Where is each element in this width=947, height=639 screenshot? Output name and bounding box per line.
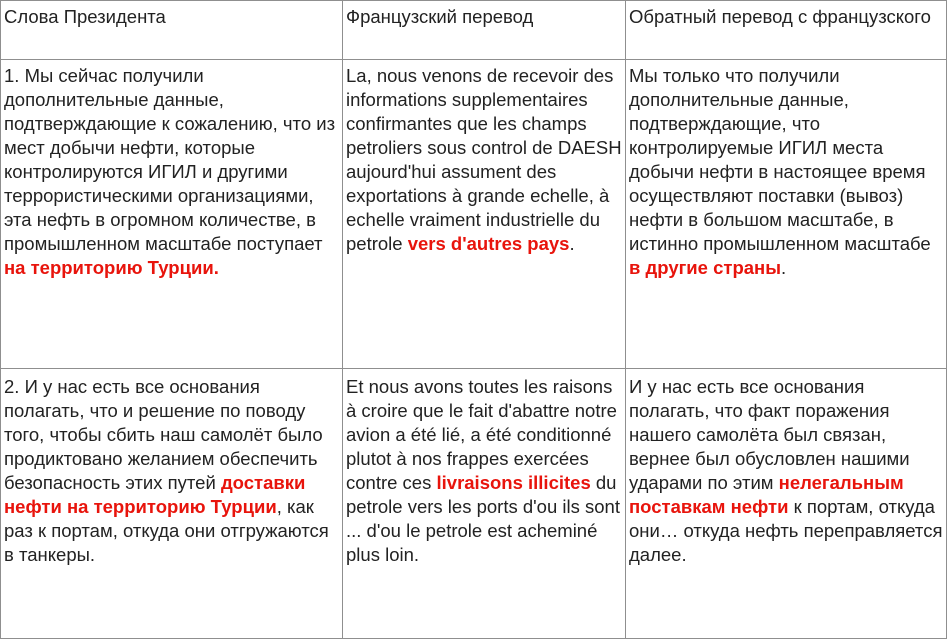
text: И у нас есть все основания полагать, что факт поражения нашего самолёта был связан, вернее был обусловлен нашими ударами по этим: [629, 376, 910, 493]
cell-president-1: [1, 60, 343, 369]
highlight-text: доставки нефти на территорию Турции: [4, 472, 306, 517]
table-row: [1, 369, 947, 639]
text: , как раз к портам, откуда они отгружаются в танкеры.: [4, 496, 329, 565]
cell-back-2: [626, 369, 947, 639]
highlight-text: vers d'autres pays: [407, 233, 570, 254]
cell-french-2: [343, 369, 626, 639]
text: La, nous venons de recevoir des informations supplementaires confirmantes que les champs petroliers sous control de DAESH aujourd'hui assument des exportations à grande echelle, à echelle vraiment industrielle du petrole: [346, 65, 622, 254]
highlight-text: livraisons illicites: [436, 472, 591, 493]
table-row: [1, 60, 947, 369]
cell-back-1: [626, 60, 947, 369]
cell-president-2: [1, 369, 343, 639]
header-row: [1, 1, 947, 60]
header-back-translation: Обратный перевод с французского: [626, 1, 947, 60]
header-president-words: Слова Президента: [1, 1, 343, 60]
text: Мы только что получили дополнительные данные, подтверждающие, что контролируемые ИГИЛ места добычи нефти в настоящее время осуществляют поставки (вывоз) нефти в большом масштабе, в истинно промышленном масштабе: [629, 65, 931, 254]
text: 2. И у нас есть все основания полагать, что и решение по поводу того, чтобы сбить наш самолёт было продиктовано желанием обеспечить безопасность этих путей: [4, 376, 323, 493]
highlight-text: на территорию Турции.: [4, 257, 219, 278]
header-french-translation: Французский перевод: [343, 1, 626, 60]
text: Et nous avons toutes les raisons à croire que le fait d'abattre notre avion a été lié, a été conditionné plutot à nos frappes exercées contre ces: [346, 376, 617, 493]
highlight-text: в другие страны: [629, 257, 782, 278]
text: 1. Мы сейчас получили дополнительные данные, подтверждающие к сожалению, что из мест добычи нефти, которые контролируются ИГИЛ и другими террористическими организациями, эта нефть в огромном количестве, в промышленном масштабе поступает: [4, 65, 336, 254]
highlight-text: нелегальным поставкам нефти: [629, 472, 904, 517]
text: .: [569, 233, 575, 254]
text: .: [781, 257, 787, 278]
cell-french-1: [343, 60, 626, 369]
text: du petrole vers les ports d'ou ils sont ... d'ou le petrole est acheminé plus loin.: [346, 472, 620, 565]
text: к портам, откуда они… откуда нефть переправляется далее.: [629, 496, 943, 565]
